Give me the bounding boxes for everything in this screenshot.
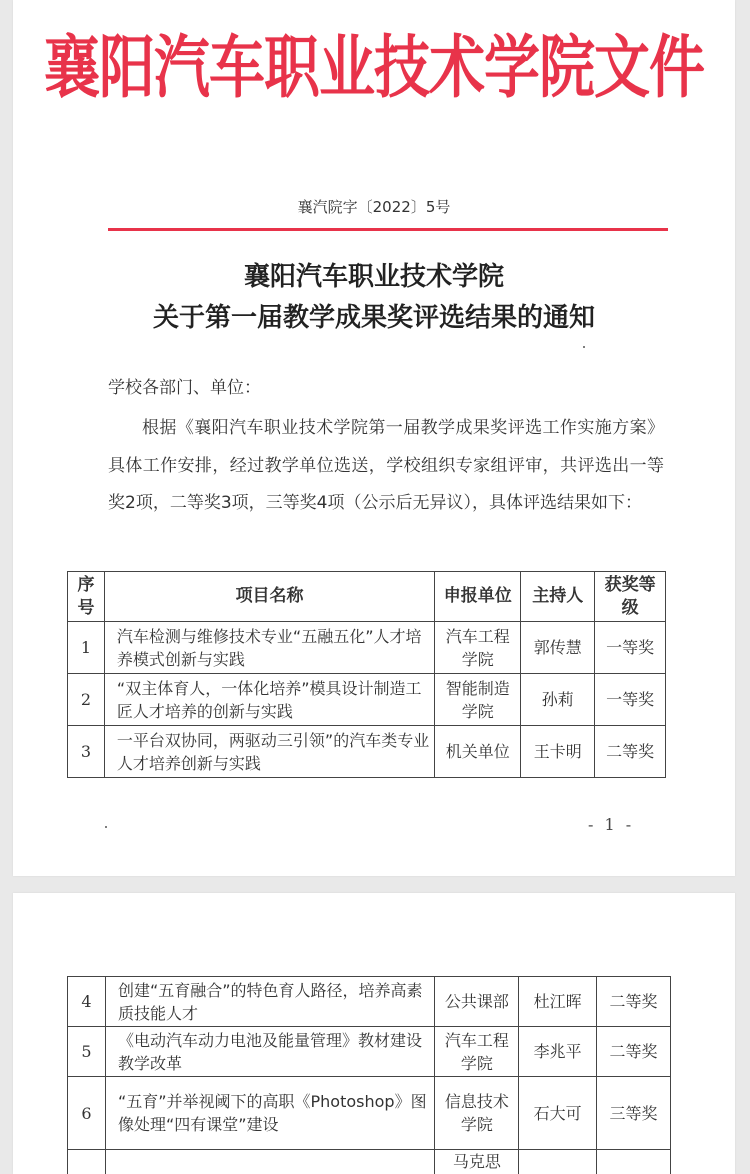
- row-award-level: [597, 1150, 671, 1174]
- table-row: [68, 1077, 671, 1150]
- row-award-level: 二等奖: [597, 1027, 671, 1077]
- header-no: 序号: [68, 572, 105, 622]
- table-row: [68, 1027, 671, 1077]
- body-paragraph: 根据《襄阳汽车职业技术学院第一届教学成果奖评选工作实施方案》具体工作安排，经过教学单位选送，学校组织专家组评审，共评选出一等奖2项，二等奖3项，三等奖4项（公示后无异议），具体评选结果如下：: [108, 418, 664, 513]
- row-unit: 汽车工程学院: [435, 1027, 519, 1077]
- row-project-name: “双主体育人，一体化培养”模具设计制造工匠人才培养的创新与实践: [104, 674, 434, 726]
- header-award-level: 获奖等级: [595, 572, 666, 622]
- table-header-row: [68, 572, 666, 622]
- row-no: 4: [68, 977, 106, 1027]
- table-row: [68, 674, 666, 726]
- header-unit: 申报单位: [435, 572, 521, 622]
- table-row: [68, 977, 671, 1027]
- red-divider-line: [108, 228, 668, 231]
- page-number: - 1 -: [588, 815, 635, 834]
- document-number: 襄汽院字〔2022〕5号: [297, 198, 451, 216]
- row-host: 李兆平: [519, 1027, 597, 1077]
- table-row: [68, 622, 666, 674]
- row-project-name: “五育”并举视阈下的高职《Photoshop》图像处理“四有课堂”建设: [105, 1077, 434, 1150]
- document-page-2: [13, 893, 735, 1174]
- row-host: [519, 1150, 597, 1174]
- row-host: 王卡明: [521, 726, 595, 778]
- row-no: 1: [68, 622, 105, 674]
- scan-speck: [105, 826, 107, 828]
- row-award-level: 三等奖: [597, 1077, 671, 1150]
- header-project-name: 项目名称: [104, 572, 434, 622]
- notice-title-line-1: 襄阳汽车职业技术学院: [243, 262, 504, 292]
- row-unit: 马克思: [435, 1150, 519, 1174]
- scan-speck: [583, 346, 585, 348]
- row-project-name: 《电动汽车动力电池及能量管理》教材建设教学改革: [105, 1027, 434, 1077]
- row-unit: 公共课部: [435, 977, 519, 1027]
- row-award-level: 二等奖: [595, 726, 666, 778]
- notice-title-line-2: 关于第一届教学成果奖评选结果的通知: [152, 303, 595, 333]
- document-header-title: 襄阳汽车职业技术学院文件: [44, 27, 704, 108]
- row-unit: 信息技术学院: [435, 1077, 519, 1150]
- row-host: 孙莉: [521, 674, 595, 726]
- row-no: 6: [68, 1077, 106, 1150]
- row-project-name: 汽车检测与维修技术专业“五融五化”人才培养模式创新与实践: [104, 622, 434, 674]
- header-host: 主持人: [521, 572, 595, 622]
- row-project-name: 创建“五育融合”的特色育人路径，培养高素质技能人才: [105, 977, 434, 1027]
- row-unit: 汽车工程学院: [435, 622, 521, 674]
- row-unit: 智能制造学院: [435, 674, 521, 726]
- row-award-level: 一等奖: [595, 622, 666, 674]
- row-unit: 机关单位: [435, 726, 521, 778]
- award-table-page-1: [67, 571, 666, 778]
- row-project-name: [105, 1150, 434, 1174]
- row-award-level: 一等奖: [595, 674, 666, 726]
- table-row: [68, 1150, 671, 1174]
- row-no: 2: [68, 674, 105, 726]
- row-no: 3: [68, 726, 105, 778]
- row-award-level: 二等奖: [597, 977, 671, 1027]
- row-no: [68, 1150, 106, 1174]
- award-table-page-2: [67, 976, 671, 1174]
- row-host: 杜江晖: [519, 977, 597, 1027]
- row-project-name: 一平台双协同，两驱动三引领”的汽车类专业人才培养创新与实践: [104, 726, 434, 778]
- row-no: 5: [68, 1027, 106, 1077]
- row-host: 石大可: [519, 1077, 597, 1150]
- table-row: [68, 726, 666, 778]
- document-page-1: [13, 0, 735, 876]
- salutation: 学校各部门、单位：: [108, 378, 261, 398]
- row-host: 郭传慧: [521, 622, 595, 674]
